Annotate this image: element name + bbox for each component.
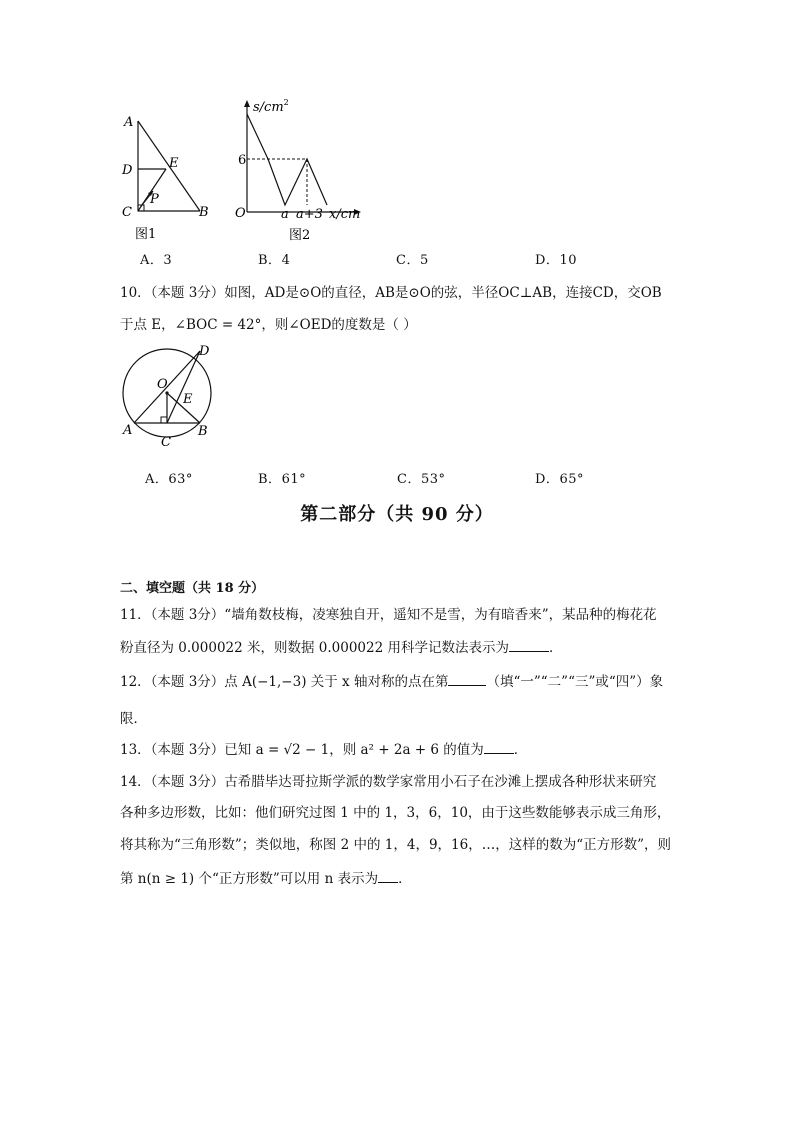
x-tick-a: a <box>281 207 289 222</box>
q14-line-3: 将其称为“三角形数”；类似地，称图 2 中的 1，4，9，16，…，这样的数为“正方形数”，则 <box>120 837 672 853</box>
label-b: B <box>198 424 208 439</box>
q10-option-d: D．65° <box>535 472 584 487</box>
label-p: P <box>150 192 159 207</box>
label-c: C <box>122 205 132 220</box>
q10-option-b: B．61° <box>258 472 307 487</box>
q12-answer-blank[interactable] <box>448 673 486 686</box>
q14-answer-blank[interactable] <box>378 870 398 883</box>
y-tick-6: 6 <box>238 153 247 168</box>
q11-answer-blank[interactable] <box>509 639 549 652</box>
label-e: E <box>169 156 179 171</box>
label-d: D <box>122 163 133 178</box>
q12-line-1: 12．（本题 3分）点 A(−1,−3) 关于 x 轴对称的点在第 （填“一”“二”“三”或“四”）象 <box>120 674 664 690</box>
q11-text: 粉直径为 0.000022 米，则数据 0.000022 用科学记数法表示为 <box>120 640 509 656</box>
q10-option-a: A．63° <box>145 472 193 487</box>
figure-1-caption: 图1 <box>135 227 157 242</box>
q10-line-2: 于点 E，∠BOC = 42°，则∠OED的度数是（ ） <box>120 317 417 333</box>
y-axis-arrow <box>244 100 250 107</box>
figure-2-caption: 图2 <box>289 228 311 243</box>
q13-text: 13．（本题 3分）已知 a = √2 − 1，则 a² + 2a + 6 的值为 <box>120 742 484 758</box>
q13-line: 13．（本题 3分）已知 a = √2 − 1，则 a² + 2a + 6 的值为 ． <box>120 742 528 758</box>
label-o: O <box>157 377 168 392</box>
label-a: A <box>124 115 134 130</box>
label-b: B <box>199 205 209 220</box>
q12-line-2: 限． <box>120 711 147 727</box>
q13-answer-blank[interactable] <box>484 741 514 754</box>
right-angle-mark-c <box>161 417 167 423</box>
y-axis-label: $s/cm^2$ <box>253 98 289 115</box>
segment-cd <box>167 351 200 423</box>
q14-text: 第 n(n ≥ 1) 个“正方形数”可以用 n 表示为 <box>120 871 379 887</box>
label-a: A <box>123 423 133 438</box>
label-c: C <box>161 435 171 450</box>
q14-line-1: 14．（本题 3分）古希腊毕达哥拉斯学派的数学家常用小石子在沙滩上摆成各种形状来研究 <box>120 774 657 790</box>
x-axis-label: x/cm <box>329 207 361 222</box>
figure-q10-circle <box>110 337 230 452</box>
q9-option-c: C．5 <box>396 253 429 268</box>
q11-line-2: 粉直径为 0.000022 米，则数据 0.000022 用科学记数法表示为 ． <box>120 640 563 656</box>
part-2-title: 第二部分（共 90 分） <box>300 504 494 525</box>
origin-label: O <box>235 206 246 221</box>
fill-in-section-heading: 二、填空题（共 18 分） <box>120 581 265 596</box>
q9-option-d: D．10 <box>535 253 577 268</box>
q9-option-a: A．3 <box>140 253 173 268</box>
q14-line-4: 第 n(n ≥ 1) 个“正方形数”可以用 n 表示为 ． <box>120 871 412 887</box>
q10-line-1: 10．（本题 3分）如图，AD是⊙O的直径，AB是⊙O的弦，半径OC⊥AB，连接CD，交OB <box>120 285 662 301</box>
q14-line-2: 各种多边形数，比如：他们研究过图 1 中的 1，3，6，10，由于这些数能够表示成三角形， <box>120 805 671 821</box>
figure-1-triangle <box>115 110 215 245</box>
x-tick-a3: a+3 <box>296 207 323 222</box>
q10-option-c: C．53° <box>397 472 446 487</box>
q11-line-1: 11．（本题 3分）“墙角数枝梅，凌寒独自开，遥知不是雪，为有暗香来”，某品种的梅花花 <box>120 607 657 623</box>
q12-text: 12．（本题 3分）点 A(−1,−3) 关于 x 轴对称的点在第 <box>120 674 449 690</box>
label-d: D <box>199 344 210 359</box>
q9-option-b: B．4 <box>258 253 291 268</box>
figure-2-graph <box>225 95 375 245</box>
label-e: E <box>183 392 193 407</box>
